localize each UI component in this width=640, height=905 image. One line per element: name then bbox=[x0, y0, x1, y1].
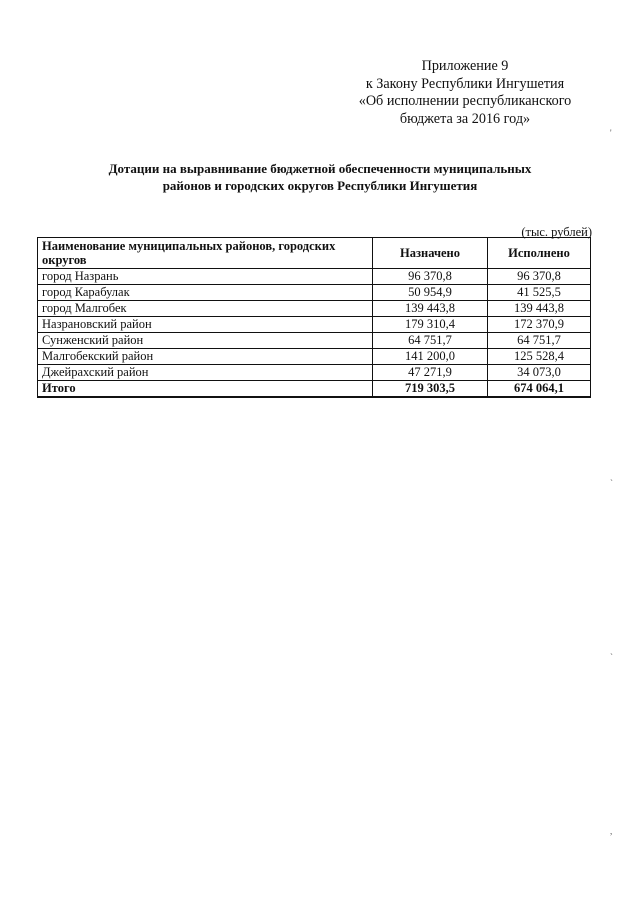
column-header-name: Наименование муниципальных районов, городских округов bbox=[38, 238, 373, 269]
table-row bbox=[38, 333, 591, 349]
appendix-line: бюджета за 2016 год» bbox=[399, 110, 531, 127]
document-title bbox=[60, 161, 580, 194]
row-executed: 34 073,0 bbox=[488, 365, 591, 381]
total-name: Итого bbox=[38, 381, 373, 398]
row-name: Назрановский район bbox=[38, 317, 373, 333]
row-name: город Назрань bbox=[38, 269, 373, 285]
appendix-header bbox=[330, 58, 600, 128]
column-header-executed: Исполнено bbox=[488, 238, 591, 269]
row-executed: 172 370,9 bbox=[488, 317, 591, 333]
row-name: Сунженский район bbox=[38, 333, 373, 349]
table-row bbox=[38, 349, 591, 365]
row-name: город Малгобек bbox=[38, 301, 373, 317]
row-assigned: 64 751,7 bbox=[373, 333, 488, 349]
table-row bbox=[38, 269, 591, 285]
row-executed: 139 443,8 bbox=[488, 301, 591, 317]
table-total-row bbox=[38, 381, 591, 398]
row-assigned: 179 310,4 bbox=[373, 317, 488, 333]
row-executed: 64 751,7 bbox=[488, 333, 591, 349]
row-name: город Карабулак bbox=[38, 285, 373, 301]
scan-mark: ` bbox=[610, 652, 613, 662]
appendix-line: к Закону Республики Ингушетия bbox=[365, 75, 565, 92]
row-executed: 41 525,5 bbox=[488, 285, 591, 301]
scan-mark: , bbox=[610, 826, 613, 836]
scan-mark: ` bbox=[610, 478, 613, 488]
units-label: (тыс. рублей) bbox=[521, 225, 592, 239]
row-assigned: 139 443,8 bbox=[373, 301, 488, 317]
row-executed: 125 528,4 bbox=[488, 349, 591, 365]
appendix-line: Приложение 9 bbox=[421, 58, 509, 74]
table-row bbox=[38, 285, 591, 301]
table-header-row bbox=[38, 238, 591, 269]
row-name: Джейрахский район bbox=[38, 365, 373, 381]
row-assigned: 96 370,8 bbox=[373, 269, 488, 285]
subsidies-table bbox=[37, 237, 591, 398]
table-row bbox=[38, 365, 591, 381]
row-executed: 96 370,8 bbox=[488, 269, 591, 285]
row-assigned: 50 954,9 bbox=[373, 285, 488, 301]
row-assigned: 141 200,0 bbox=[373, 349, 488, 365]
total-assigned: 719 303,5 bbox=[373, 381, 488, 398]
appendix-line: «Об исполнении республиканского bbox=[358, 93, 572, 109]
row-assigned: 47 271,9 bbox=[373, 365, 488, 381]
total-executed: 674 064,1 bbox=[488, 381, 591, 398]
scan-mark: ' bbox=[610, 128, 612, 138]
table-row bbox=[38, 317, 591, 333]
title-line: районов и городских округов Республики Ингушетия bbox=[162, 177, 478, 193]
column-header-assigned: Назначено bbox=[373, 238, 488, 269]
row-name: Малгобекский район bbox=[38, 349, 373, 365]
title-line: Дотации на выравнивание бюджетной обеспеченности муниципальных bbox=[108, 161, 532, 176]
table-row bbox=[38, 301, 591, 317]
